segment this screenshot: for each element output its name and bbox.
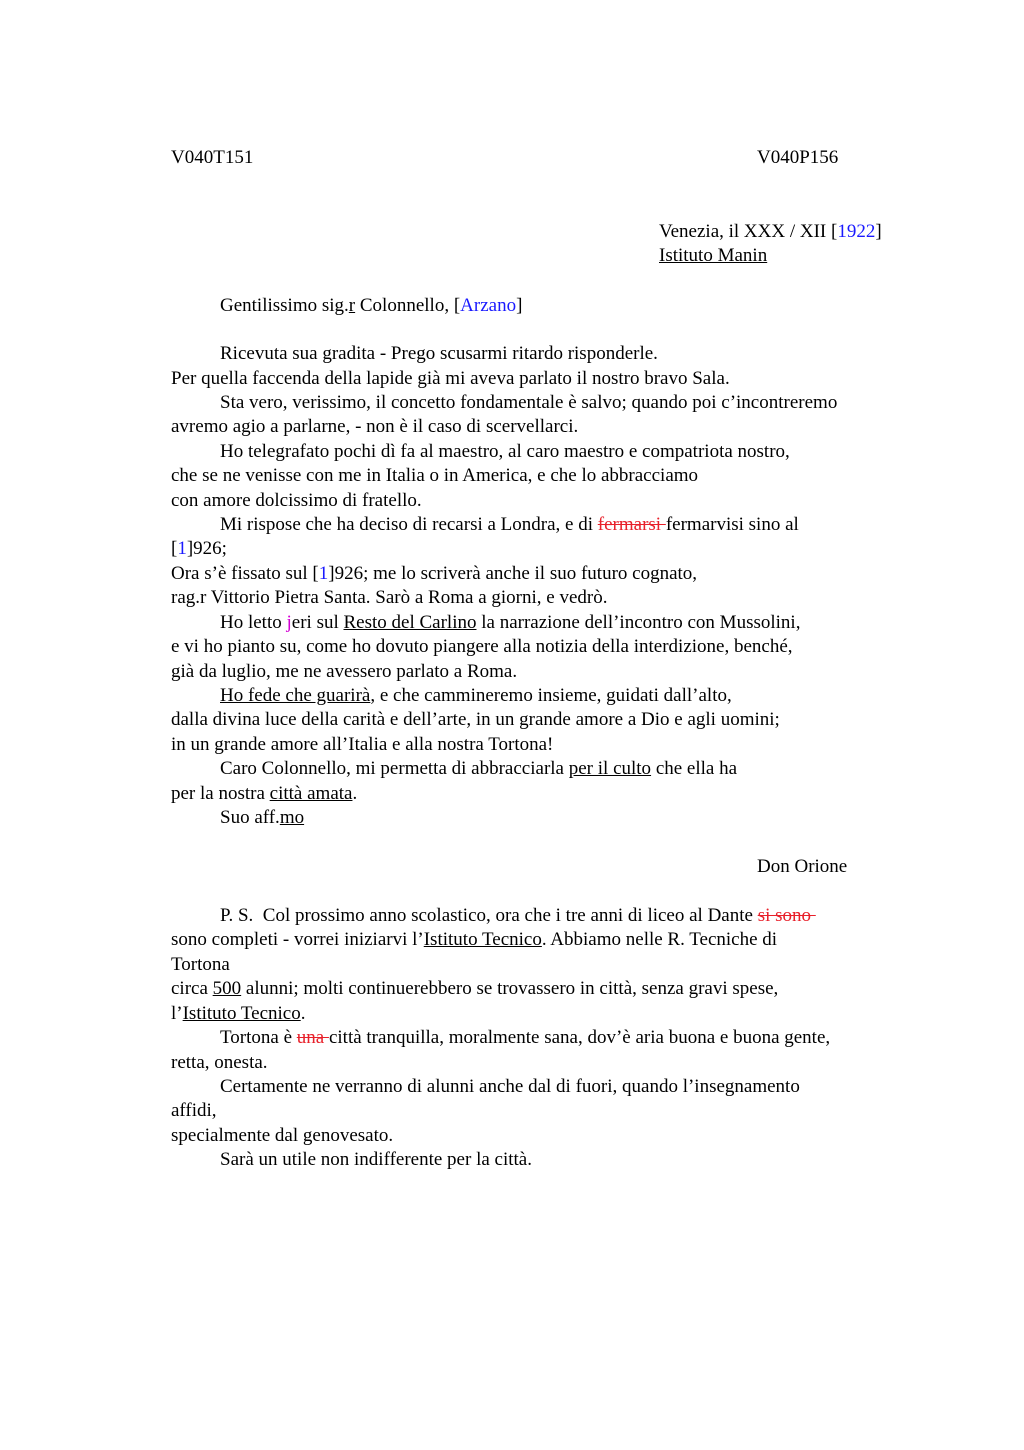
deleted-text: una: [296, 1027, 329, 1048]
body-line: Ricevuta sua gradita - Prego scusarmi ritardo risponderle.: [220, 343, 658, 364]
body-line: Ho telegrafato pochi dì fa al maestro, al caro maestro e compatriota nostro,: [220, 441, 790, 462]
postscript-line: sono completi - vorrei iniziarvi l’Istituto Tecnico. Abbiamo nelle R. Tecniche di: [171, 929, 778, 950]
salutation: Gentilissimo sig.r Colonnello, [Arzano]: [220, 295, 523, 316]
signature: Don Orione: [757, 856, 848, 877]
institute-name: Istituto Manin: [659, 245, 768, 266]
body-line: dalla divina luce della carità e dell’arte, in un grande amore a Dio e agli uomini;: [171, 709, 780, 730]
postscript-line: specialmente dal genovesato.: [171, 1125, 394, 1146]
deleted-text: si sono: [757, 905, 816, 926]
body-line: in un grande amore all’Italia e alla nostra Tortona!: [171, 734, 554, 755]
body-line: Mi rispose che ha deciso di recarsi a Londra, e di fermarsi fermarvisi sino al: [220, 514, 799, 535]
deleted-text: fermarsi: [597, 514, 666, 535]
place-insertion: Arzano: [460, 295, 517, 316]
corrected-letter: j: [286, 612, 292, 633]
body-line: già da luglio, me ne avessero parlato a Roma.: [171, 661, 518, 682]
body-line: con amore dolcissimo di fratello.: [171, 490, 422, 511]
body-line: Ho letto jeri sul Resto del Carlino la narrazione dell’incontro con Mussolini,: [220, 612, 801, 633]
body-line: che se ne venisse con me in Italia o in America, e che lo abbracciamo: [171, 465, 699, 486]
body-line: Caro Colonnello, mi permetta di abbracciarla per il culto che ella ha: [220, 758, 738, 779]
body-line: Ho fede che guarirà, e che cammineremo insieme, guidati dall’alto,: [220, 685, 732, 706]
postscript-line: P. S. Col prossimo anno scolastico, ora che i tre anni di liceo al Dante si sono: [220, 905, 816, 926]
body-line: rag.r Vittorio Pietra Santa. Sarò a Roma a giorni, e vedrò.: [171, 587, 608, 608]
body-line: Sta vero, verissimo, il concetto fondamentale è salvo; quando poi c’incontreremo: [220, 392, 838, 413]
body-line: Per quella faccenda della lapide già mi aveva parlato il nostro bravo Sala.: [171, 368, 730, 389]
body-line: e vi ho pianto su, come ho dovuto piangere alla notizia della interdizione, benché,: [171, 636, 793, 657]
postscript-line: Tortona è una città tranquilla, moralmente sana, dov’è aria buona e buona gente,: [220, 1027, 831, 1048]
postscript-line: circa 500 alunni; molti continuerebbero se trovassero in città, senza gravi spese,: [171, 978, 779, 999]
postscript-line: Certamente ne verranno di alunni anche dal di fuori, quando l’insegnamento: [220, 1076, 800, 1097]
postscript-line: retta, onesta.: [171, 1052, 268, 1073]
year-insertion: 1922: [837, 221, 876, 242]
postscript-line: Tortona: [171, 954, 230, 975]
closing: Suo aff.mo: [220, 807, 305, 828]
body-line: Ora s’è fissato sul [1]926; me lo scriverà anche il suo futuro cognato,: [171, 563, 698, 584]
newspaper-title: Resto del Carlino: [343, 612, 477, 633]
document-code-left: V040T151: [171, 147, 254, 168]
body-line: avremo agio a parlarne, - non è il caso di scervellarci.: [171, 416, 579, 437]
document-code-right: V040P156: [757, 147, 839, 168]
postscript-line: affidi,: [171, 1100, 217, 1121]
body-line: per la nostra città amata.: [171, 783, 358, 804]
postscript-line: Sarà un utile non indifferente per la città.: [220, 1149, 532, 1170]
postscript-line: l’Istituto Tecnico.: [171, 1003, 306, 1024]
body-line: [1]926;: [171, 538, 227, 559]
dateline: Venezia, il XXX / XII [1922]: [659, 221, 882, 242]
